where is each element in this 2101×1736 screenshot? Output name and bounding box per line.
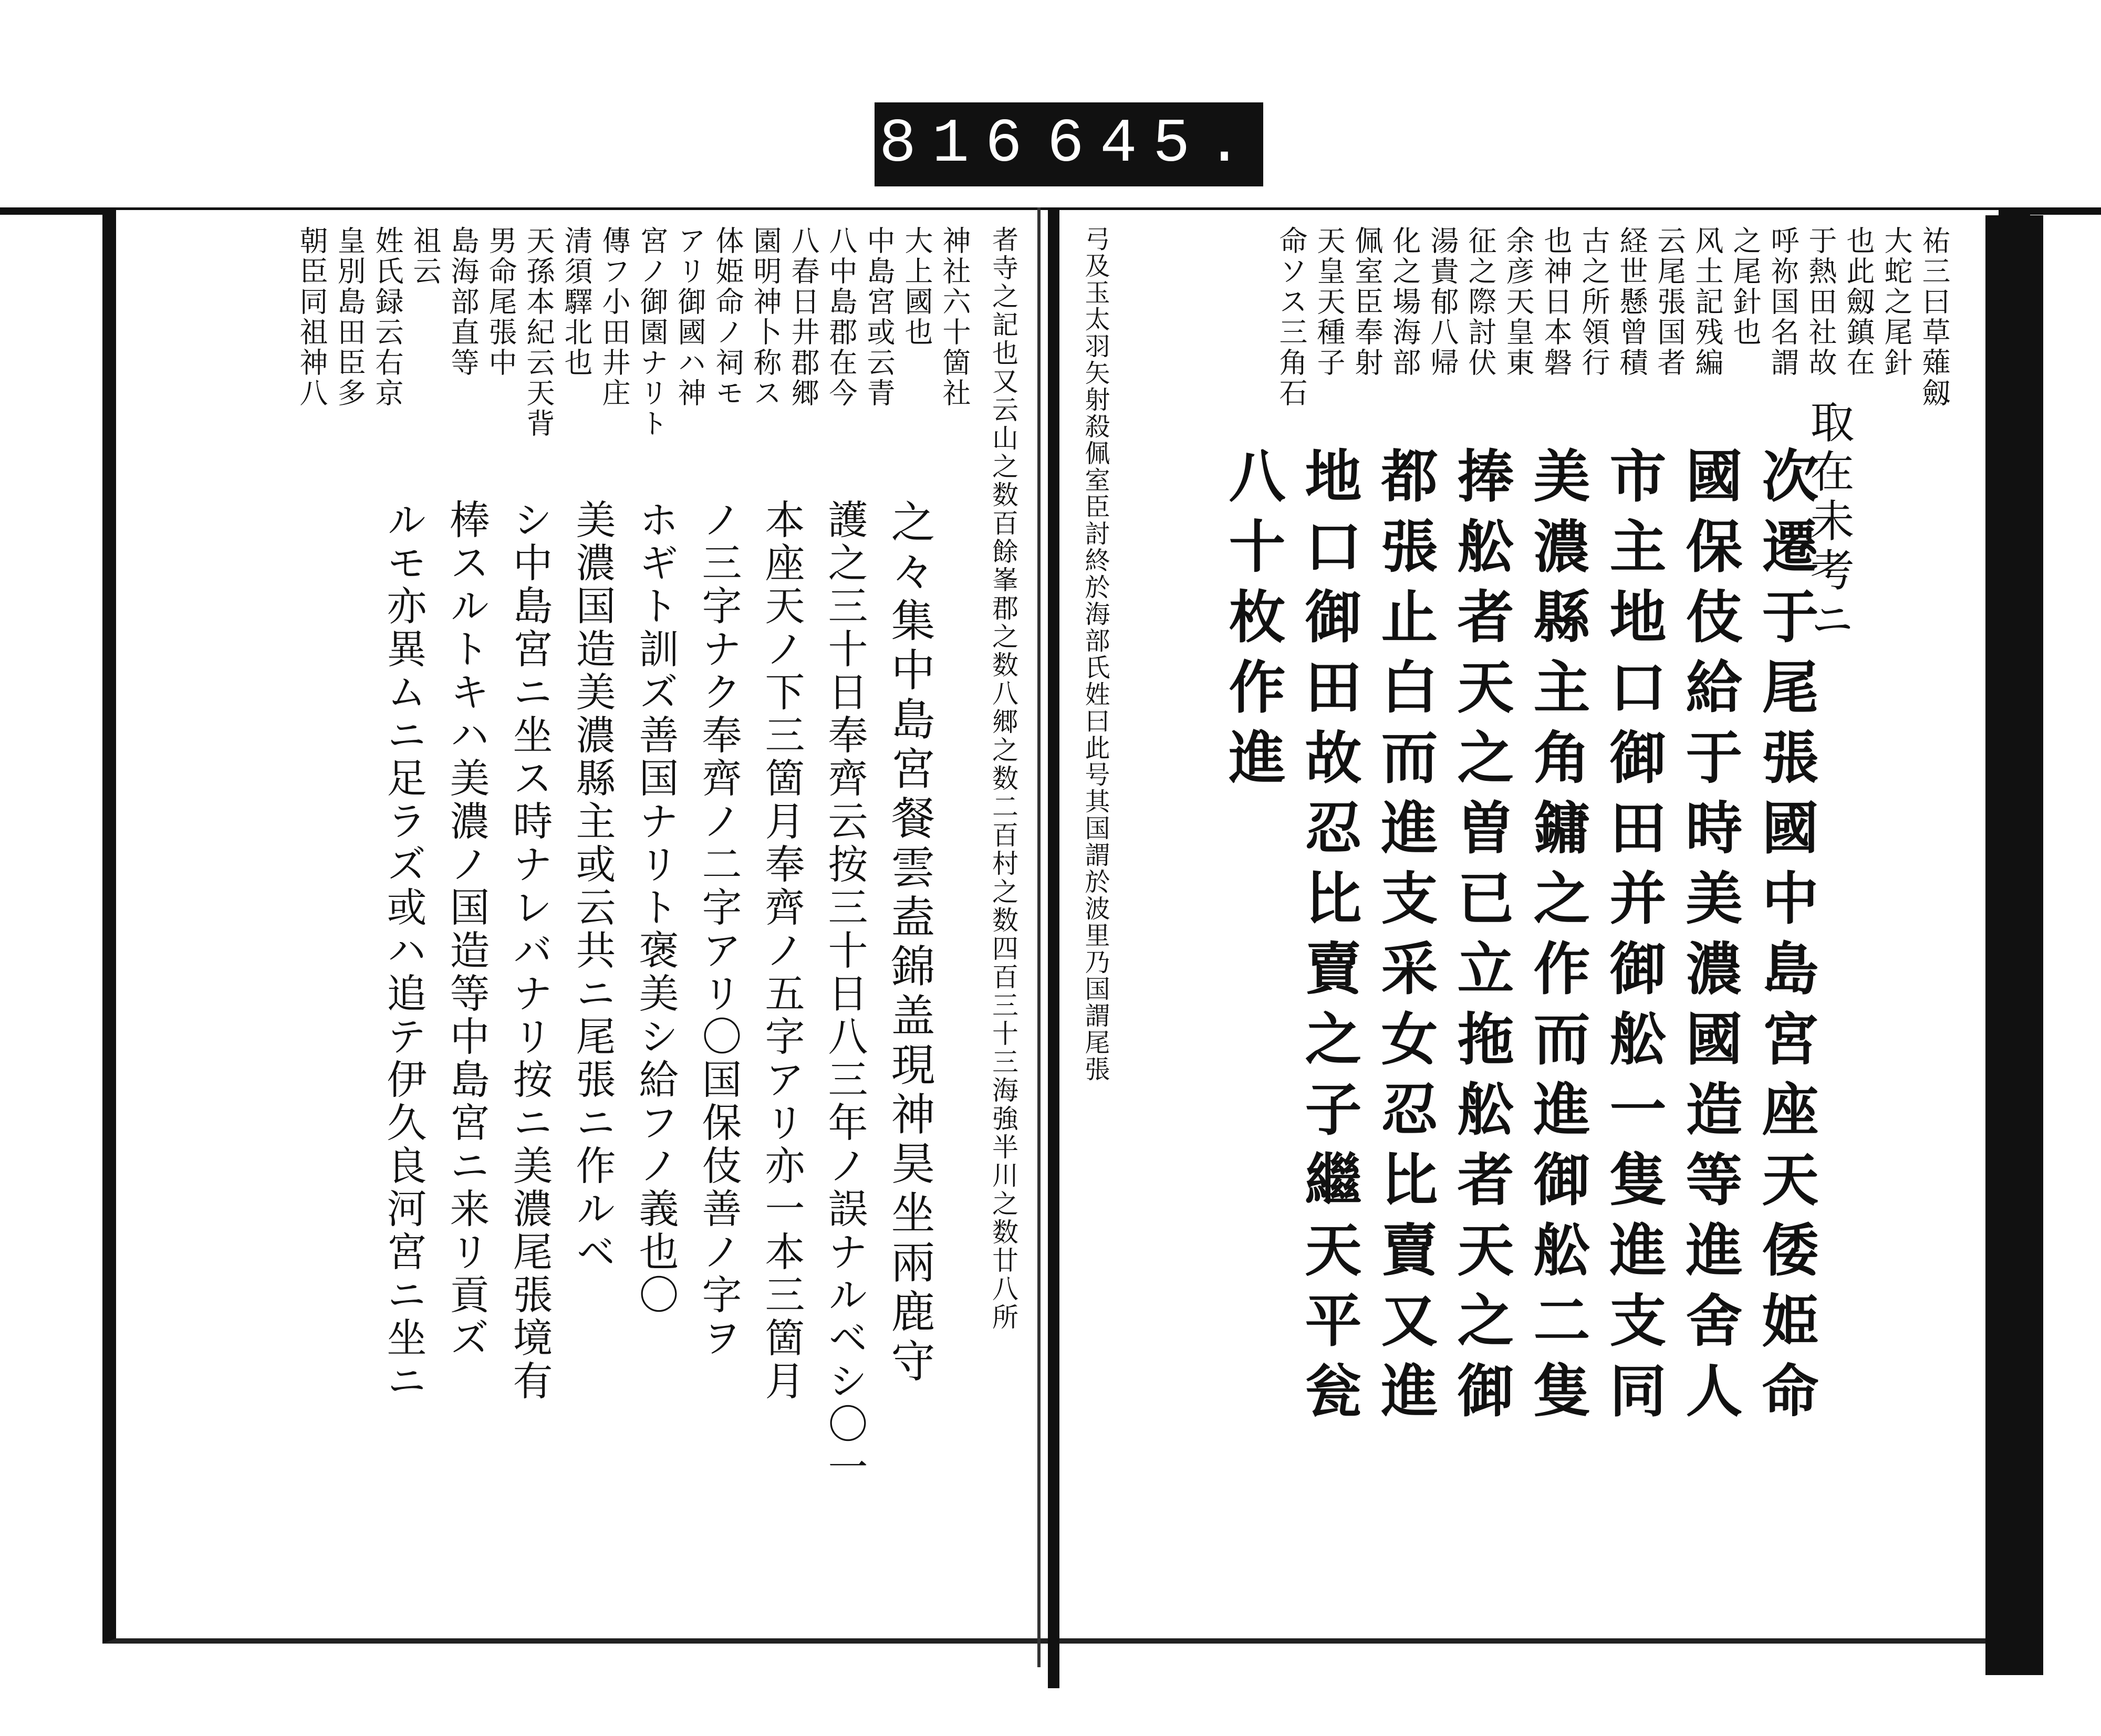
right-main-line: 地口御田故忍比賣之子繼天平瓮 <box>1295 446 1361 1431</box>
left-main-line: ホギト訓ズ善国ナリト褒美シ給フノ義也〇 <box>632 499 679 1317</box>
left-note-line: 皇別島田臣多 <box>333 226 366 409</box>
left-note-line: 傳フ小田井庄 <box>598 226 631 409</box>
left-main-line: ノ三字ナク奉齊ノ二字アリ〇国保伎善ノ字ヲ <box>695 499 742 1360</box>
right-main-line: 都張止白而進支采女忍比賣又進 <box>1371 446 1438 1431</box>
right-note-line: 古之所領行 <box>1577 226 1610 378</box>
right-note-line: 命ソス三角石 <box>1275 226 1308 409</box>
right-heading: 取在未考ニ <box>1803 399 1855 646</box>
left-note-line: アリ御國ハ神 <box>673 226 706 409</box>
right-main-line: 國保伎給于時美濃國造等進舍人 <box>1676 446 1742 1431</box>
right-note-line: 経世懸曾積 <box>1615 226 1648 378</box>
catalog-label <box>875 102 1263 186</box>
left-note-line: 八中島郡在今 <box>825 226 858 409</box>
left-note-line: 体姫命ノ祠モ <box>711 226 744 409</box>
right-main-line: 八十枚作進 <box>1219 446 1285 798</box>
left-note-line: 祖云 <box>409 226 442 287</box>
left-note-line: 中島宮或云青 <box>862 226 896 409</box>
right-note-line: 化之場海部 <box>1388 226 1421 378</box>
left-main-line: 美濃国造美濃縣主或云共ニ尾張ニ作ルベ <box>569 499 616 1274</box>
right-note-line: 大蛇之尾針 <box>1880 226 1913 378</box>
book-gutter <box>1048 207 1059 1688</box>
right-note-line: 征之際討伏 <box>1464 226 1497 378</box>
left-note-line: 姓氏録云右京 <box>371 226 404 409</box>
left-note-line: 男命尾張中 <box>484 226 517 378</box>
left-main-line: 棒スルトキハ美濃ノ国造等中島宮ニ来リ貢ズ <box>443 499 490 1360</box>
left-note-line: 宮ノ御園ナリト <box>636 226 669 439</box>
left-note-line: 大上國也 <box>900 226 933 348</box>
right-note-line: 也此劔鎮在 <box>1842 226 1875 378</box>
right-note-line: 天皇天種子 <box>1313 226 1346 378</box>
right-main-line: 捧舩者天之曽已立拖舩者天之御 <box>1448 446 1514 1431</box>
right-note-line: 云尾張国者 <box>1653 226 1686 378</box>
right-note-line: 呼祢国名謂 <box>1766 226 1800 378</box>
left-note-line: 神社六十箇社 <box>938 226 971 409</box>
left-note-line: 朝臣同祖神八 <box>295 226 328 409</box>
left-top-note: 者寺之記也又云山之数百餘峯郡之数八郷之数二百村之数四百三十三海強半川之数廿八所 <box>988 226 1018 1332</box>
left-main-line: ルモ亦異ムニ足ラズ或ハ追テ伊久良河宮ニ坐ニ <box>380 499 427 1403</box>
left-note-line: 天孫本紀云天背 <box>522 226 555 439</box>
right-note-line: 余彦天皇東 <box>1502 226 1535 378</box>
right-note-line: 也神日本磐 <box>1540 226 1573 378</box>
right-note-line: 风土記残編 <box>1691 226 1724 378</box>
left-main-line: 之々集中島宮餐雲盍錦盖現神昊坐兩鹿守 <box>884 499 935 1387</box>
right-main-line: 市主地口御田并御舩一隻進支同 <box>1600 446 1666 1431</box>
left-note-line: 八春日井郡郷 <box>787 226 820 409</box>
left-note-line: 清須驛北也 <box>560 226 593 378</box>
right-note-line: 于熱田社故 <box>1804 226 1837 378</box>
binding-shadow <box>1037 207 1041 1667</box>
left-note-line: 園明神卜称ス <box>749 226 782 409</box>
left-note-line: 島海部直等 <box>446 226 480 378</box>
right-note-line: 之尾針也 <box>1729 226 1762 348</box>
right-note-line: 祐三曰草薙劔 <box>1918 226 1951 409</box>
right-page-edge <box>1985 215 2043 1675</box>
right-note-long-line: 弓及玉太羽矢射殺佩室臣討終於海部氏姓曰此号其国謂於波里乃国謂尾張 <box>1080 226 1110 1083</box>
left-main-line: シ中島宮ニ坐ス時ナレバナリ按ニ美濃尾張境有 <box>506 499 553 1403</box>
right-note-line: 佩室臣奉射 <box>1350 226 1384 378</box>
right-note-line: 湯貴郁八帰 <box>1426 226 1459 378</box>
label-left-number: 816 <box>879 109 1038 180</box>
right-main-line: 次遷于尾張國中島宮座天倭姫命 <box>1752 446 1818 1431</box>
right-main-line: 美濃縣主角鏞之作而進御舩二隻 <box>1524 446 1590 1431</box>
label-right-number: 645. <box>1047 109 1259 180</box>
left-main-line: 本座天ノ下三箇月奉齊ノ五字アリ亦一本三箇月 <box>758 499 805 1403</box>
left-main-line: 護之三十日奉齊云按三十日八三年ノ誤ナルベシ〇一 <box>821 499 868 1489</box>
